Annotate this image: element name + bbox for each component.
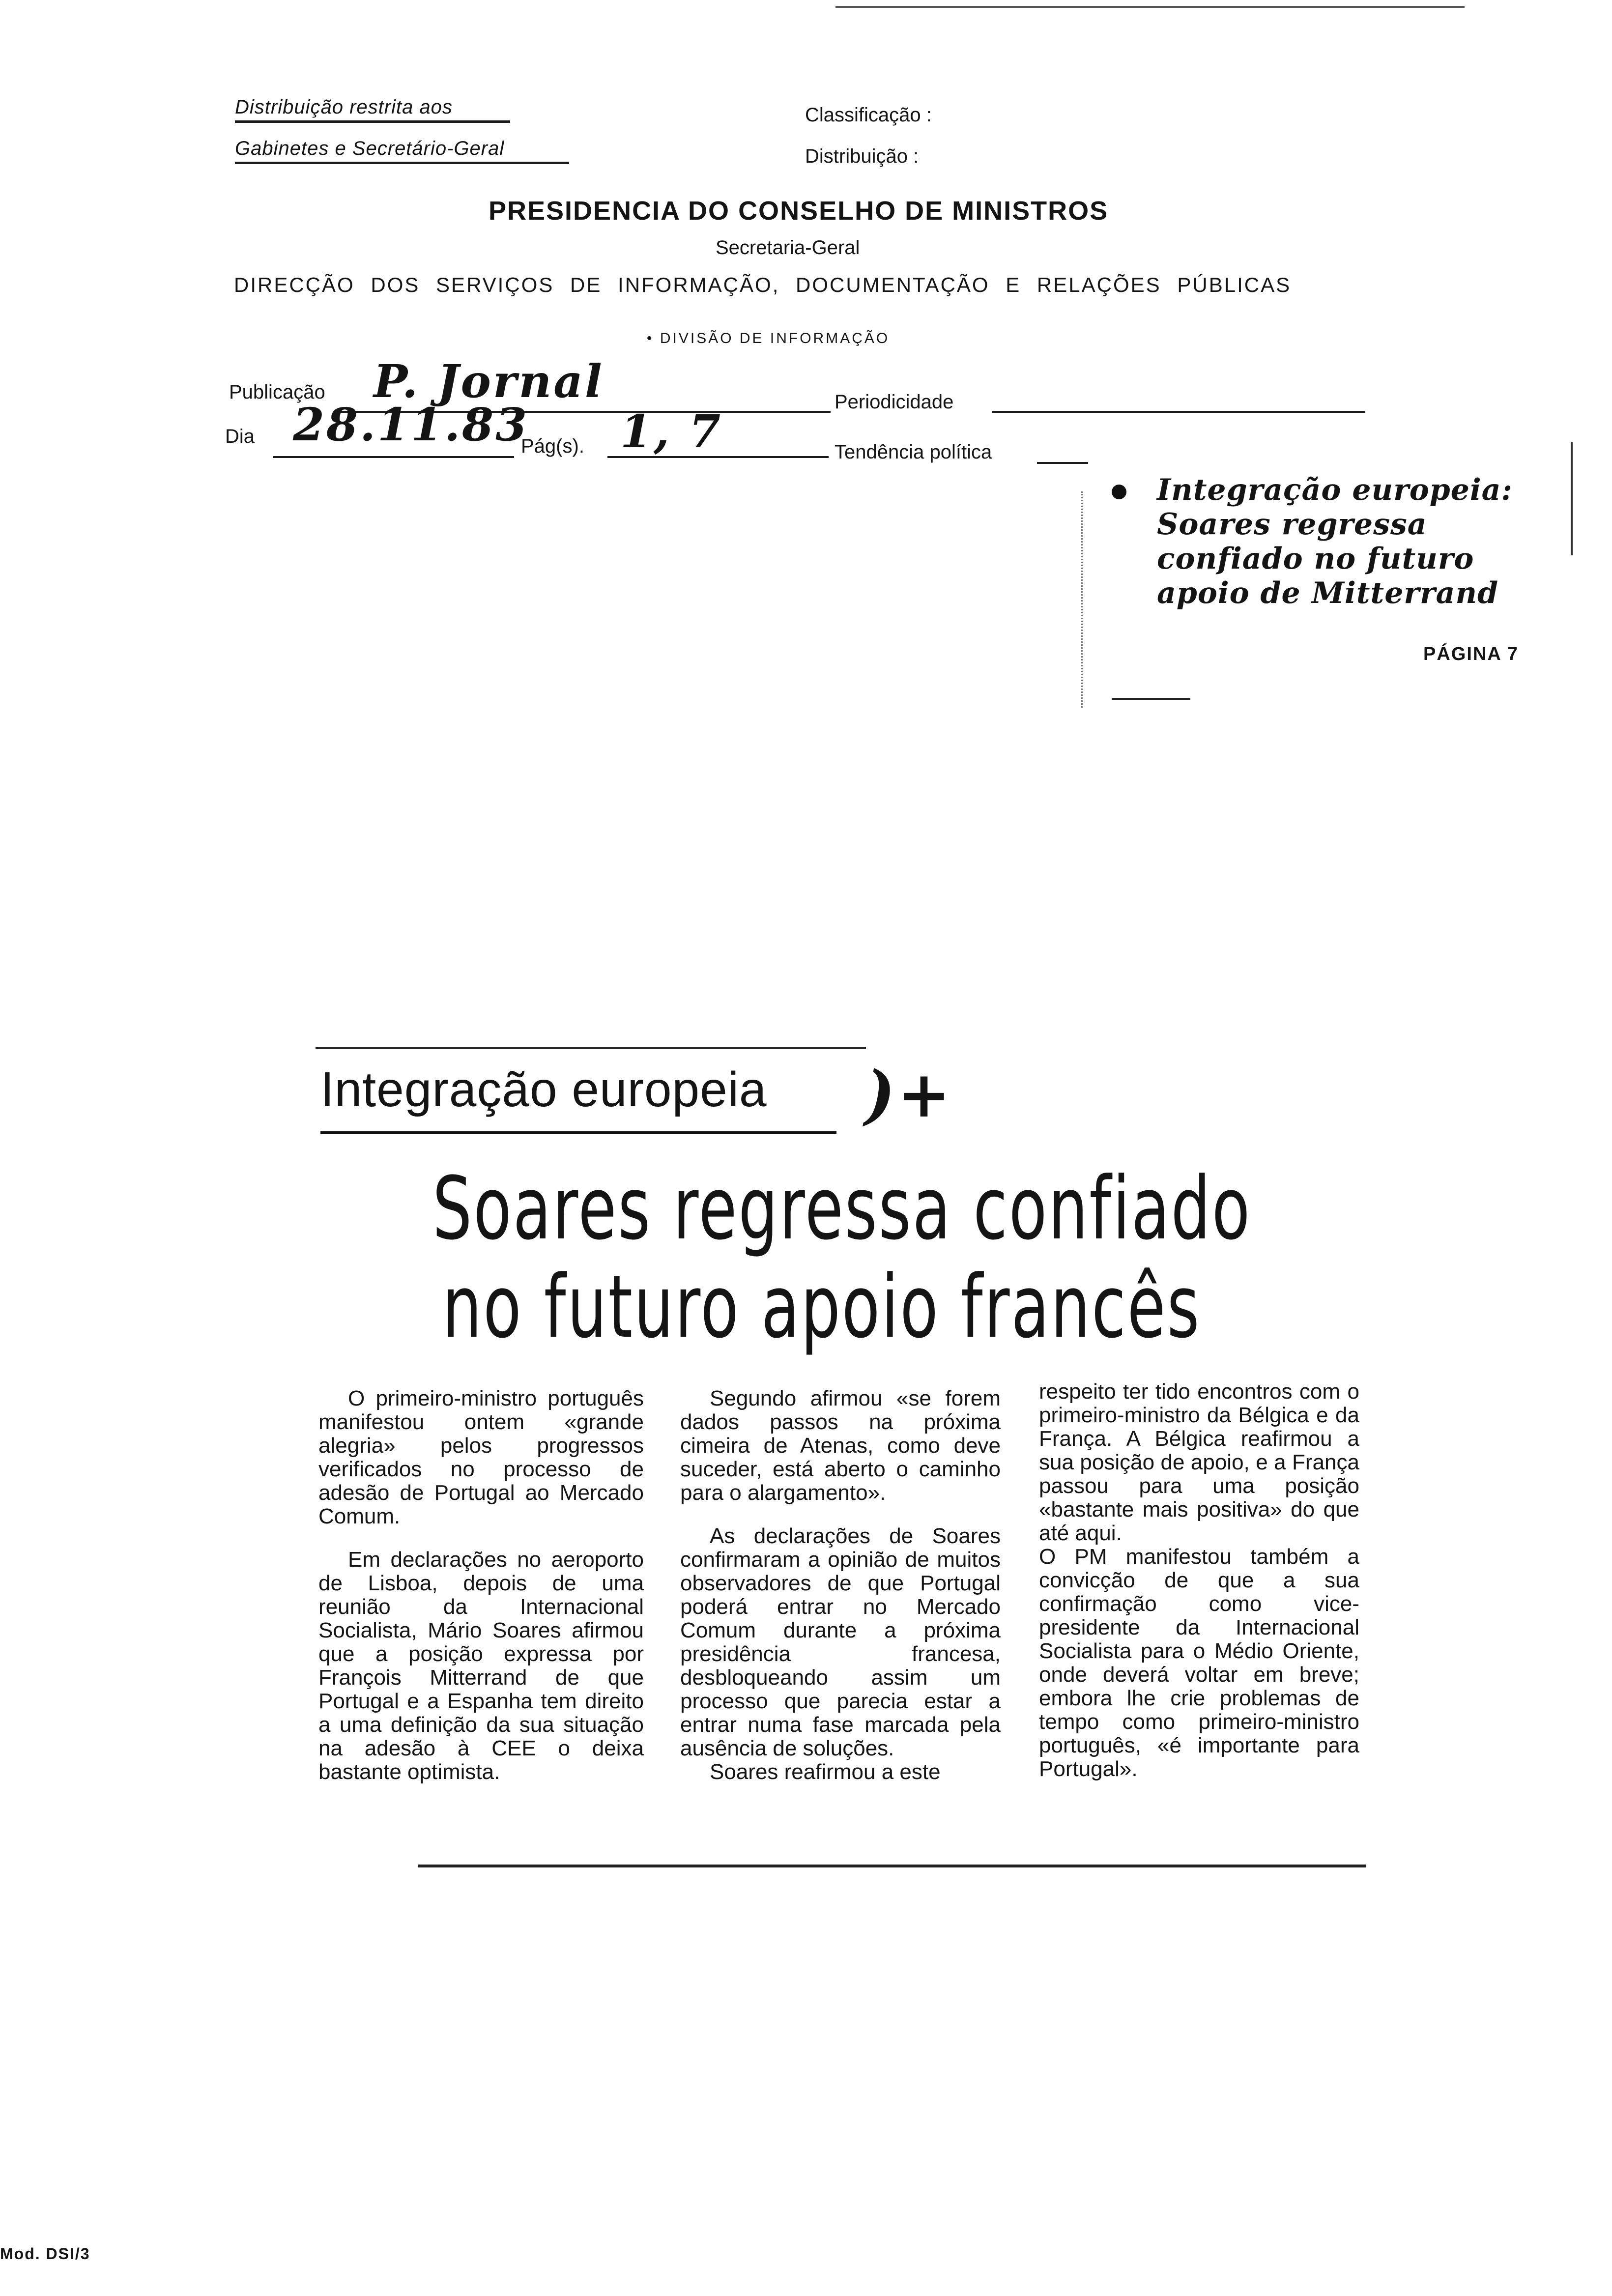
- article-headline-line2: no futuro apoio francês: [442, 1257, 1201, 1357]
- scan-edge-line: [835, 6, 1465, 8]
- summary-bottom-rule: [1112, 698, 1190, 700]
- dia-underline: [273, 456, 514, 458]
- divisao-label: DIVISÃO DE INFORMAÇÃO: [660, 330, 890, 346]
- divisao-line: [647, 330, 890, 347]
- summary-bullet-icon: [1112, 485, 1126, 499]
- periodicidade-underline: [992, 411, 1365, 413]
- article-bottom-rule: [418, 1865, 1366, 1867]
- col3-paragraph-2: O PM manifestou também a convicção de que a sua confirmação como vice-presidente da Internacional Socialista para o Médio Oriente, onde deverá voltar em breve; embora lhe crie problemas de tempo como primeiro-ministro português, «é importante para Portugal».: [1039, 1545, 1359, 1781]
- col2-paragraph-2: As declarações de Soares confirmaram a opinião de muitos observadores de que Portugal poderá entrar no Mercado Comum durante a próxima presidência francesa, desbloqueando assim um processo que parecia estar a entrar numa fase marcada pela ausência de soluções.: [680, 1524, 1001, 1760]
- form-model-code: Mod. DSI/3: [0, 2245, 90, 2263]
- page-title: PRESIDENCIA DO CONSELHO DE MINISTROS: [489, 196, 1109, 226]
- publicacao-label: Publicação: [229, 381, 325, 403]
- col2-paragraph-3: Soares reafirmou a este: [710, 1760, 941, 1784]
- direccao-line: DIRECÇÃO DOS SERVIÇOS DE INFORMAÇÃO, DOCUMENTAÇÃO E RELAÇÕES PÚBLICAS: [234, 273, 1292, 296]
- summary-clip-border: [1081, 491, 1085, 708]
- dia-label: Dia: [225, 426, 255, 447]
- summary-clip-right-border: [1571, 442, 1573, 555]
- handwritten-page-mark: )+: [865, 1057, 953, 1132]
- page-subtitle: Secretaria-Geral: [716, 237, 860, 258]
- distribution-note-line2: Gabinetes e Secretário-Geral: [235, 138, 569, 164]
- publicacao-handwritten-value: P. Jornal: [374, 355, 604, 408]
- col1-paragraph-1: O primeiro-ministro português manifestou ontem «grande alegria» pelos progressos verificados no processo de adesão de Portugal ao Mercado Comum.: [318, 1386, 644, 1528]
- tendencia-underline: [1037, 462, 1088, 464]
- col2-paragraph-1: Segundo afirmou «se forem dados passos na próxima cimeira de Atenas, como deve suceder, está aberto o caminho para o alargamento».: [680, 1386, 1001, 1505]
- kicker-underline: [320, 1131, 836, 1134]
- col1-paragraph-2: Em declarações no aeroporto de Lisboa, depois de uma reunião da Internacional Socialista, Mário Soares afirmou que a posição expressa por François Mitterrand de que Portugal e a Espanha tem direito a uma definição da sua situação na adesão à CEE o deixa bastante optimista.: [318, 1548, 644, 1784]
- article-top-rule: [316, 1047, 866, 1049]
- article-kicker: Integração europeia: [320, 1062, 767, 1117]
- pags-handwritten-value: 1, 7: [620, 405, 723, 458]
- pags-label: Pág(s).: [521, 435, 584, 457]
- summary-page-ref: PÁGINA 7: [1423, 644, 1519, 664]
- distribuicao-label: Distribuição :: [805, 145, 919, 167]
- article-column-1: [318, 1387, 644, 1784]
- periodicidade-label: Periodicidade: [835, 391, 954, 413]
- article-headline-line1: Soares regressa confiado: [432, 1158, 1252, 1259]
- article-column-2: [680, 1387, 1001, 1784]
- dia-handwritten-value: 28.11.83: [293, 398, 529, 451]
- distribution-note-line1: Distribuição restrita aos: [235, 96, 510, 123]
- summary-headline: Integração europeia: Soares regressa confiado no futuro apoio de Mitterrand: [1157, 473, 1513, 610]
- bullet-icon: •: [647, 330, 660, 346]
- tendencia-label: Tendência política: [835, 441, 992, 463]
- article-column-3: [1039, 1380, 1359, 1781]
- classificacao-label: Classificação :: [805, 104, 932, 126]
- col3-paragraph-1: respeito ter tido encontros com o primeiro-ministro da Bélgica e da França. A Bélgica reafirmou a sua posição de apoio, e a França passou para uma posição «bastante mais positiva» do que até aqui.: [1039, 1379, 1359, 1545]
